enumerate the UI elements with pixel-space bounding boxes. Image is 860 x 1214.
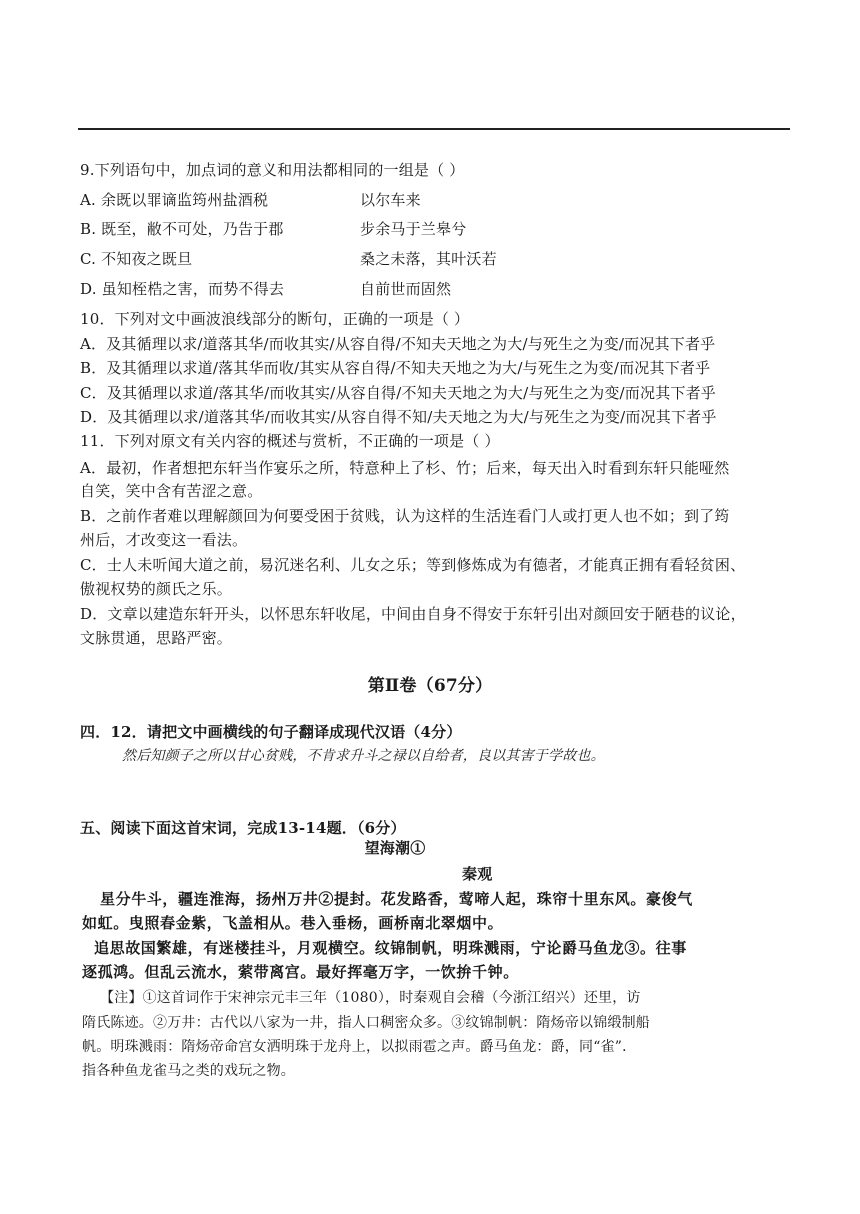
poem-note: 帆。明珠溅雨：隋炀帝命宫女洒明珠于龙舟上，以拟雨雹之声。爵马鱼龙：爵，同“雀”．: [82, 1039, 637, 1055]
q9-option-c-right: 桑之未落，其叶沃若: [360, 250, 497, 268]
q11-line: C．士人未听闻大道之前，易沉迷名利、儿女之乐；等到修炼成为有德者，才能真正拥有看轻贫困、: [80, 556, 746, 574]
poem-line: 如虹。曳照春金紫，飞盖相从。巷入垂杨，画桥南北翠烟中。: [82, 914, 504, 932]
q10-option-b: B．及其循理以求道/落其华而收/其实从容自得/不知夫天地之为大/与死生之为变/而况其下者乎: [80, 359, 711, 377]
part-two-title: 第Ⅱ卷（67分）: [367, 676, 493, 696]
q10-stem: 10．下列对文中画波浪线部分的断句，正确的一项是（ ）: [80, 310, 470, 328]
q9-option-c-left: C. 不知夜之既旦: [80, 250, 193, 268]
top-divider: [78, 128, 790, 130]
q11-line: 文脉贯通，思路严密。: [80, 629, 233, 647]
poem-title: 望海潮①: [364, 839, 426, 857]
q9-option-b-left: B. 既至，敝不可处，乃告于郡: [80, 220, 284, 238]
poem-author: 秦观: [462, 865, 493, 883]
q10-option-d: D．及其循理以求/道落其华/而收其实/从容自得不知/夫天地之为大/与死生之为变/而况其下者乎: [80, 408, 717, 426]
q9-option-d-left: D. 虽知桎梏之害，而势不得去: [80, 280, 285, 298]
q9-option-d-right: 自前世而固然: [360, 280, 452, 298]
poem-line: 星分牛斗，疆连淮海，扬州万井②提封。花发路香，莺啼人起，珠帘十里东风。豪俊气: [100, 890, 693, 908]
q11-line: B．之前作者难以理解颜回为何要受困于贫贱，认为这样的生活连看门人或打更人也不如；到了筠: [80, 507, 730, 525]
q9-option-b-right: 步余马于兰皋兮: [360, 220, 467, 238]
poem-line: 逐孤鸿。但乱云流水，萦带离宫。最好挥毫万字，一饮拚千钟。: [82, 963, 519, 981]
q11-line: 自笑，笑中含有苦涩之意。: [80, 482, 263, 500]
q10-option-a: A．及其循理以求/道落其华/而收其实/从容自得/不知夫天地之为大/与死生之为变/而况其下者乎: [80, 335, 716, 353]
poem-note: 指各种鱼龙雀马之类的戏玩之物。: [82, 1063, 295, 1079]
q11-line: 州后，才改变这一看法。: [80, 531, 248, 549]
q11-line: D．文章以建造东轩开头，以怀思东轩收尾，中间由自身不得安于东轩引出对颜回安于陋巷的议论，: [80, 605, 746, 623]
poem-line: 追思故国繁雄，有迷楼挂斗，月观横空。纹锦制帆，明珠溅雨，宁论爵马鱼龙③。往事: [94, 939, 687, 957]
handwritten-sentence: 然后知颜子之所以甘心贫贱，不肯求升斗之禄以自给者，良以其害于学故也。: [122, 748, 605, 764]
q9-option-a-right: 以尔车来: [360, 191, 421, 209]
q9-stem: 9.下列语句中，加点词的意义和用法都相同的一组是（ ）: [80, 161, 465, 179]
q10-option-c: C．及其循理以求道/落其华/而收其实/从容自得/不知夫天地之为大/与死生之为变/而况其下者乎: [80, 384, 717, 402]
section-four-title: 四．12．请把文中画横线的句子翻译成现代汉语（4分）: [80, 723, 462, 741]
section-five-title: 五、阅读下面这首宋词，完成13-14题．（6分）: [80, 819, 406, 837]
q11-stem: 11．下列对原文有关内容的概述与赏析，不正确的一项是（ ）: [80, 432, 500, 450]
poem-note: 【注】①这首词作于宋神宗元丰三年（1080），时秦观自会稽（今浙江绍兴）还里，访: [100, 990, 641, 1006]
q11-line: A．最初，作者想把东轩当作宴乐之所，特意种上了杉、竹；后来，每天出入时看到东轩只能哑然: [80, 459, 730, 477]
poem-note: 隋氏陈迹。②万井：古代以八家为一井，指人口稠密众多。③纹锦制帆：隋炀帝以锦缎制船: [82, 1015, 650, 1031]
q11-line: 傲视权势的颜氏之乐。: [80, 580, 233, 598]
q9-option-a-left: A. 余既以罪谪监筠州盐酒税: [80, 191, 269, 209]
